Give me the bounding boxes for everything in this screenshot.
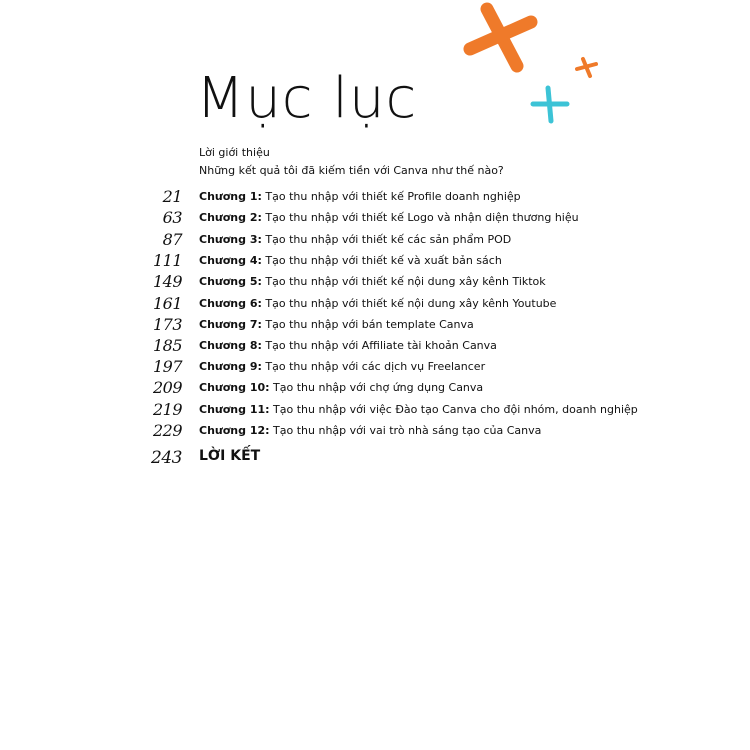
toc-row [0,187,750,209]
chapter-title: Tạo thu nhập với Affiliate tài khoản Canva [265,339,497,352]
chapter-label: Chương 3: [199,233,262,246]
toc-entry [199,359,485,375]
chapter-title: Tạo thu nhập với thiết kế nội dung xây kênh Youtube [265,297,557,310]
chapter-title: Tạo thu nhập với vai trò nhà sáng tạo của Canva [273,424,542,437]
chapter-title: Tạo thu nhập với thiết kế các sản phẩm POD [265,233,512,246]
intro-line: Những kết quả tôi đã kiếm tiền với Canva như thế nào? [199,164,504,177]
page-number: 243 [151,448,182,468]
toc-row [0,378,750,400]
page-number: 87 [162,230,182,249]
page-title: Mục lục [196,66,418,131]
toc-row [0,294,750,316]
chapter-label: Chương 12: [199,424,270,437]
chapter-label: Chương 1: [199,190,262,203]
toc-row [0,230,750,252]
toc-row [0,357,750,379]
toc-row-final [0,450,750,472]
page-number: 63 [162,208,182,227]
chapter-title: Tạo thu nhập với chợ ứng dụng Canva [273,381,484,394]
toc-entry [199,338,497,354]
chapter-label: Chương 11: [199,403,270,416]
intro-line: Lời giới thiệu [199,146,270,159]
chapter-label: Chương 2: [199,211,262,224]
page-number: 219 [152,400,182,419]
page-number: 111 [152,251,182,270]
toc-entry [199,253,502,269]
toc-entry [199,380,483,396]
toc-entry [199,274,546,290]
page-number: 161 [152,294,182,313]
chapter-title: Tạo thu nhập với thiết kế Logo và nhận diện thương hiệu [265,211,579,224]
page-number: 149 [152,272,182,291]
page-number: 229 [152,421,182,440]
toc-entry [199,232,511,248]
chapter-label: Chương 9: [199,360,262,373]
chapter-label: Chương 7: [199,318,262,331]
page-number: 197 [152,357,182,376]
toc-row [0,208,750,230]
chapter-title: Tạo thu nhập với thiết kế nội dung xây kênh Tiktok [265,275,546,288]
chapter-label: Chương 10: [199,381,270,394]
toc-entry [199,423,541,439]
page-number: 185 [152,336,182,355]
toc-entry [199,210,579,226]
chapter-label: Chương 6: [199,297,262,310]
chapter-title: Tạo thu nhập với bán template Canva [265,318,474,331]
toc-row [0,251,750,273]
toc-entry [199,296,556,312]
chapter-label: Chương 4: [199,254,262,267]
toc-entry [199,189,521,205]
chapter-title: Tạo thu nhập với thiết kế Profile doanh nghiệp [265,190,521,203]
toc-row [0,315,750,337]
chapter-title: Tạo thu nhập với thiết kế và xuất bản sách [265,254,502,267]
toc-row [0,421,750,443]
toc-entry [199,402,638,418]
chapter-title: Tạo thu nhập với việc Đào tạo Canva cho đội nhóm, doanh nghiệp [273,403,638,416]
toc-entry [199,317,474,333]
page-number: 209 [152,378,182,397]
chapter-label: Chương 8: [199,339,262,352]
chapter-label: Chương 5: [199,275,262,288]
page-number: 21 [162,187,182,206]
toc-row [0,336,750,358]
final-entry: LỜI KẾT [199,448,261,464]
page-number: 173 [152,315,182,334]
toc-row [0,272,750,294]
chapter-title: Tạo thu nhập với các dịch vụ Freelancer [265,360,486,373]
toc-row [0,400,750,422]
